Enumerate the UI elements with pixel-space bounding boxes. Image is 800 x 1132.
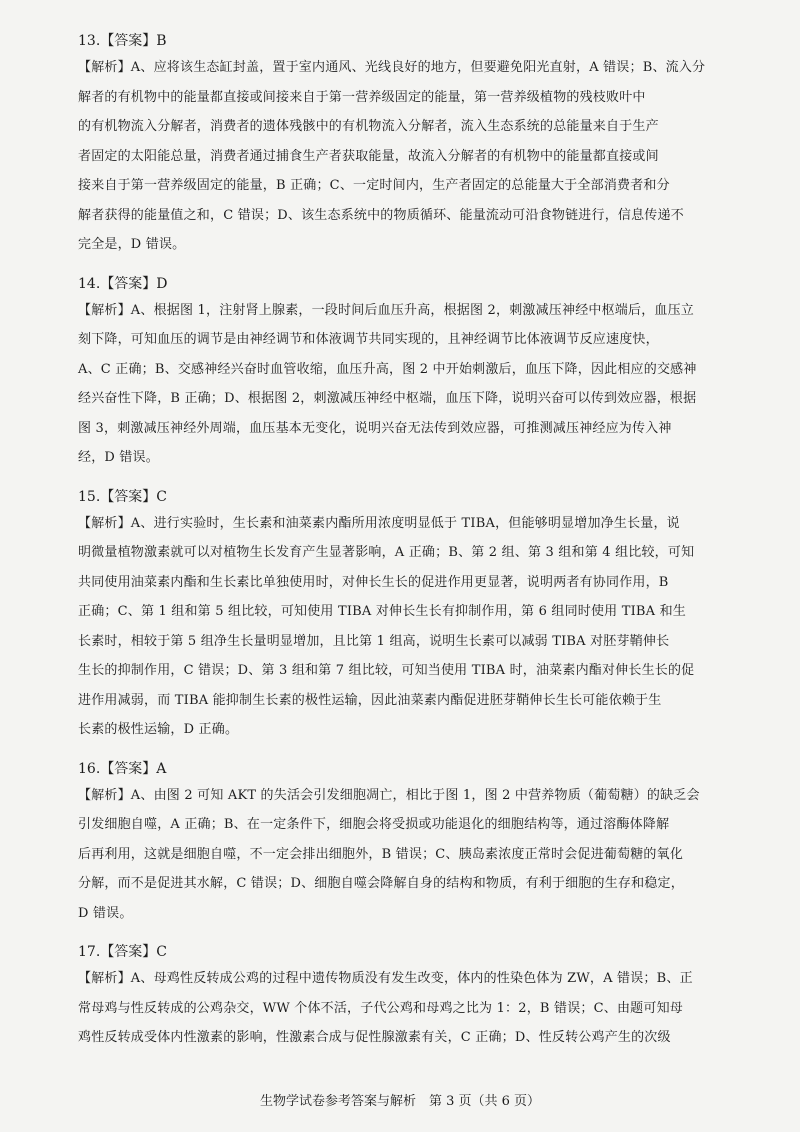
- page-footer: 生物学试卷参考答案与解析 第 3 页（共 6 页）: [259, 1094, 541, 1109]
- analysis-line: 进作用减弱，而 TIBA 能抑制生长素的极性运输，因此油菜素内酯促进胚芽鞘伸长生长可能依赖于生: [78, 692, 662, 708]
- answer-heading: 16.【答案】A: [78, 760, 167, 777]
- analysis-line: 后再利用，这就是细胞自噬，不一定会排出细胞外，B 错误；C、胰岛素浓度正常时会促进葡萄糖的氧化: [78, 846, 684, 862]
- analysis-line: 长素时，相较于第 5 组净生长量明显增加，且比第 1 组高，说明生长素可以减弱 TIBA 对胚芽鞘伸长: [78, 633, 670, 649]
- answer-content: [78, 30, 718, 1066]
- analysis-line: 【解析】A、应将该生态缸封盖，置于室内通风、光线良好的地方，但要避免阳光直射，A 错误；B、流入分: [78, 60, 706, 75]
- analysis-line: D 错误。: [78, 905, 133, 921]
- analysis-line: 接来自于第一营养级固定的能量，B 正确；C、一定时间内，生产者固定的总能量大于全部消费者和分: [78, 178, 670, 193]
- analysis-line: 分解，而不是促进其水解，C 错误；D、细胞自噬会降解自身的结构和物质，有利于细胞的生存和稳定，: [78, 876, 684, 891]
- analysis-line: 完全是，D 错误。: [78, 237, 186, 252]
- question-2-section: [78, 273, 718, 478]
- analysis-line: 共同使用油菜素内酯和生长素比单独使用时，对伸长生长的促进作用更显著，说明两者有协同作用，B: [78, 574, 669, 590]
- answer-heading: 13.【答案】B: [78, 33, 167, 49]
- analysis-line: 者固定的太阳能总量，消费者通过捕食生产者获取能量，故流入分解者的有机物中的能量都直接或间: [78, 148, 659, 164]
- analysis-line: 引发细胞自噬，A 正确；B、在一定条件下，细胞会将受损或功能退化的细胞结构等，通过溶酶体降解: [78, 817, 670, 832]
- analysis-line: 解者获得的能量值之和，C 错误；D、该生态系统中的物质循环、能量流动可沿食物链进行，信息传递不: [78, 207, 684, 223]
- analysis-line: 【解析】A、根据图 1，注射肾上腺素，一段时间后血压升高，根据图 2，刺激减压神经中枢端后，血压立: [78, 302, 694, 318]
- analysis-line: 生长的抑制作用，C 错误；D、第 3 组和第 7 组比较，可知当使用 TIBA 时，油菜素内酯对伸长生长的促: [78, 663, 695, 678]
- analysis-line: A、C 正确；B、交感神经兴奋时血管收缩，血压升高，图 2 中开始刺激后，血压下降，因此相应的交感神: [78, 361, 697, 377]
- analysis-line: 图 3，刺激减压神经外周端，血压基本无变化，说明兴奋无法传到效应器，可推测减压神经应为传入神: [78, 420, 672, 436]
- analysis-line: 【解析】A、母鸡性反转成公鸡的过程中遗传物质没有发生改变，体内的性染色体为 ZW，A 错误；B、正: [78, 971, 693, 986]
- analysis-line: 解者的有机物中的能量都直接或间接来自于第一营养级固定的能量，第一营养级植物的残枝败叶中: [78, 89, 646, 105]
- answer-heading: 17.【答案】C: [78, 944, 167, 960]
- analysis-line: 常母鸡与性反转成的公鸡杂交，WW 个体不活，子代公鸡和母鸡之比为 1：2，B 错误；C、由题可知母: [78, 1000, 683, 1016]
- analysis-line: 长素的极性运输，D 正确。: [78, 722, 239, 737]
- analysis-line: 明微量植物激素就可以对植物生长发育产生显著影响，A 正确；B、第 2 组、第 3 组和第 4 组比较，可知: [78, 545, 695, 560]
- analysis-line: 【解析】A、由图 2 可知 AKT 的失活会引发细胞凋亡，相比于图 1，图 2 中营养物质（葡萄糖）的缺乏会: [78, 787, 700, 803]
- question-4-section: [78, 758, 718, 934]
- question-3-section: [78, 486, 718, 750]
- answer-heading: 15.【答案】C: [78, 488, 167, 505]
- analysis-line: 鸡性反转成受体内性激素的影响，性激素合成与促性腺激素有关，C 正确；D、性反转公鸡产生的次级: [78, 1030, 671, 1045]
- question-5-section: [78, 941, 718, 1058]
- analysis-line: 正确；C、第 1 组和第 5 组比较，可知使用 TIBA 对伸长生长有抑制作用，第 6 组同时使用 TIBA 和生: [78, 604, 686, 619]
- question-1-section: [78, 30, 718, 265]
- analysis-line: 【解析】A、进行实验时，生长素和油菜素内酯所用浓度明显低于 TIBA，但能够明显增加净生长量，说: [78, 515, 680, 531]
- analysis-line: 的有机物流入分解者，消费者的遗体残骸中的有机物流入分解者，流入生态系统的总能量来自于生产: [78, 119, 659, 134]
- answer-heading: 14.【答案】D: [78, 275, 168, 292]
- analysis-line: 经兴奋性下降，B 正确；D、根据图 2，刺激减压神经中枢端，血压下降，说明兴奋可以传到效应器，根据: [78, 391, 697, 406]
- analysis-line: 刻下降，可知血压的调节是由神经调节和体液调节共同实现的，且神经调节比体液调节反应速度快，: [78, 332, 659, 347]
- analysis-line: 经，D 错误。: [78, 450, 159, 465]
